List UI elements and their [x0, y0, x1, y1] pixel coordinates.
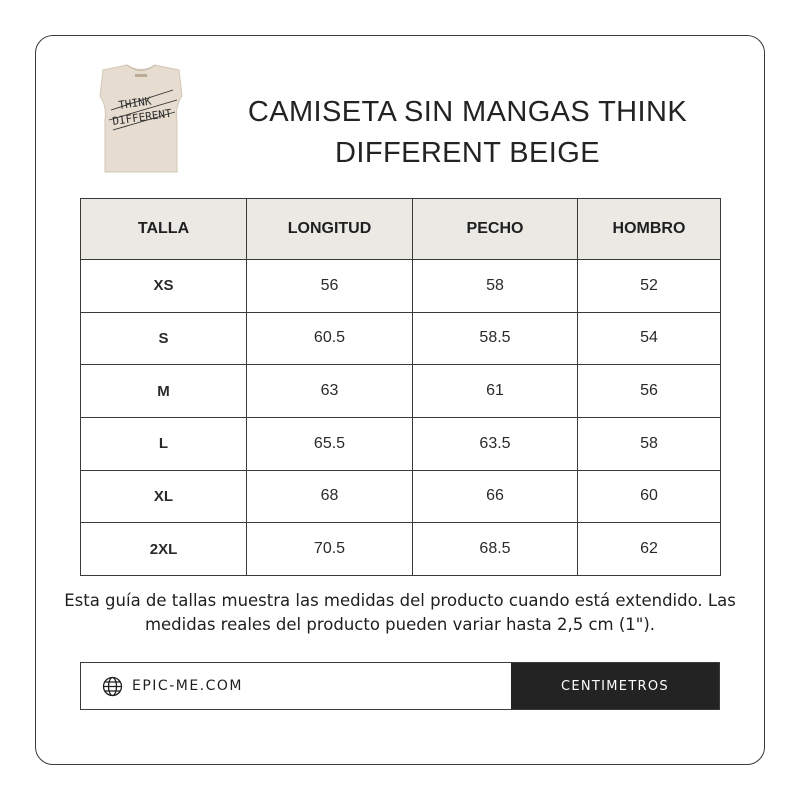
hombro-cell: 56	[578, 365, 721, 418]
website-text: EPIC-ME.COM	[132, 678, 243, 694]
header-pecho: PECHO	[413, 199, 578, 260]
size-table	[80, 198, 721, 576]
table-row	[81, 260, 721, 313]
hombro-cell: 62	[578, 523, 721, 576]
header-longitud: LONGITUD	[247, 199, 413, 260]
table-header-row	[81, 199, 721, 260]
hombro-cell: 60	[578, 470, 721, 523]
pecho-cell: 68.5	[413, 523, 578, 576]
pecho-cell: 58.5	[413, 312, 578, 365]
longitud-cell: 65.5	[247, 417, 413, 470]
table-row	[81, 523, 721, 576]
note-line-2: medidas reales del producto pueden variar hasta 2,5 cm (1").	[144, 615, 656, 634]
tshirt-print-line2: DIFFERENT	[111, 106, 173, 128]
size-cell: M	[81, 365, 247, 418]
longitud-cell: 68	[247, 470, 413, 523]
pecho-cell: 61	[413, 365, 578, 418]
hombro-cell: 52	[578, 260, 721, 313]
hombro-cell: 58	[578, 417, 721, 470]
table-row	[81, 417, 721, 470]
longitud-cell: 63	[247, 365, 413, 418]
longitud-cell: 70.5	[247, 523, 413, 576]
longitud-cell: 60.5	[247, 312, 413, 365]
pecho-cell: 66	[413, 470, 578, 523]
size-cell: XS	[81, 260, 247, 313]
page-title	[230, 92, 705, 174]
hombro-cell: 54	[578, 312, 721, 365]
header-hombro: HOMBRO	[578, 199, 721, 260]
tshirt-print-line1: THINK	[117, 94, 153, 112]
table-row	[81, 312, 721, 365]
footer-bar	[80, 662, 720, 710]
globe-icon	[102, 676, 123, 697]
header-talla: TALLA	[81, 199, 247, 260]
size-cell: 2XL	[81, 523, 247, 576]
sleeveless-tshirt-image	[89, 62, 193, 176]
title-line-1: CAMISETA SIN MANGAS THINK	[247, 96, 688, 128]
table-row	[81, 365, 721, 418]
table-row	[81, 470, 721, 523]
unit-button[interactable]: CENTIMETROS	[511, 663, 719, 709]
size-cell: XL	[81, 470, 247, 523]
size-cell: L	[81, 417, 247, 470]
size-note	[55, 589, 745, 637]
size-cell: S	[81, 312, 247, 365]
pecho-cell: 58	[413, 260, 578, 313]
note-line-1: Esta guía de tallas muestra las medidas del producto cuando está extendido. Las	[64, 591, 736, 610]
title-line-2: DIFFERENT BEIGE	[335, 137, 600, 169]
website-link[interactable]	[81, 663, 511, 709]
pecho-cell: 63.5	[413, 417, 578, 470]
longitud-cell: 56	[247, 260, 413, 313]
